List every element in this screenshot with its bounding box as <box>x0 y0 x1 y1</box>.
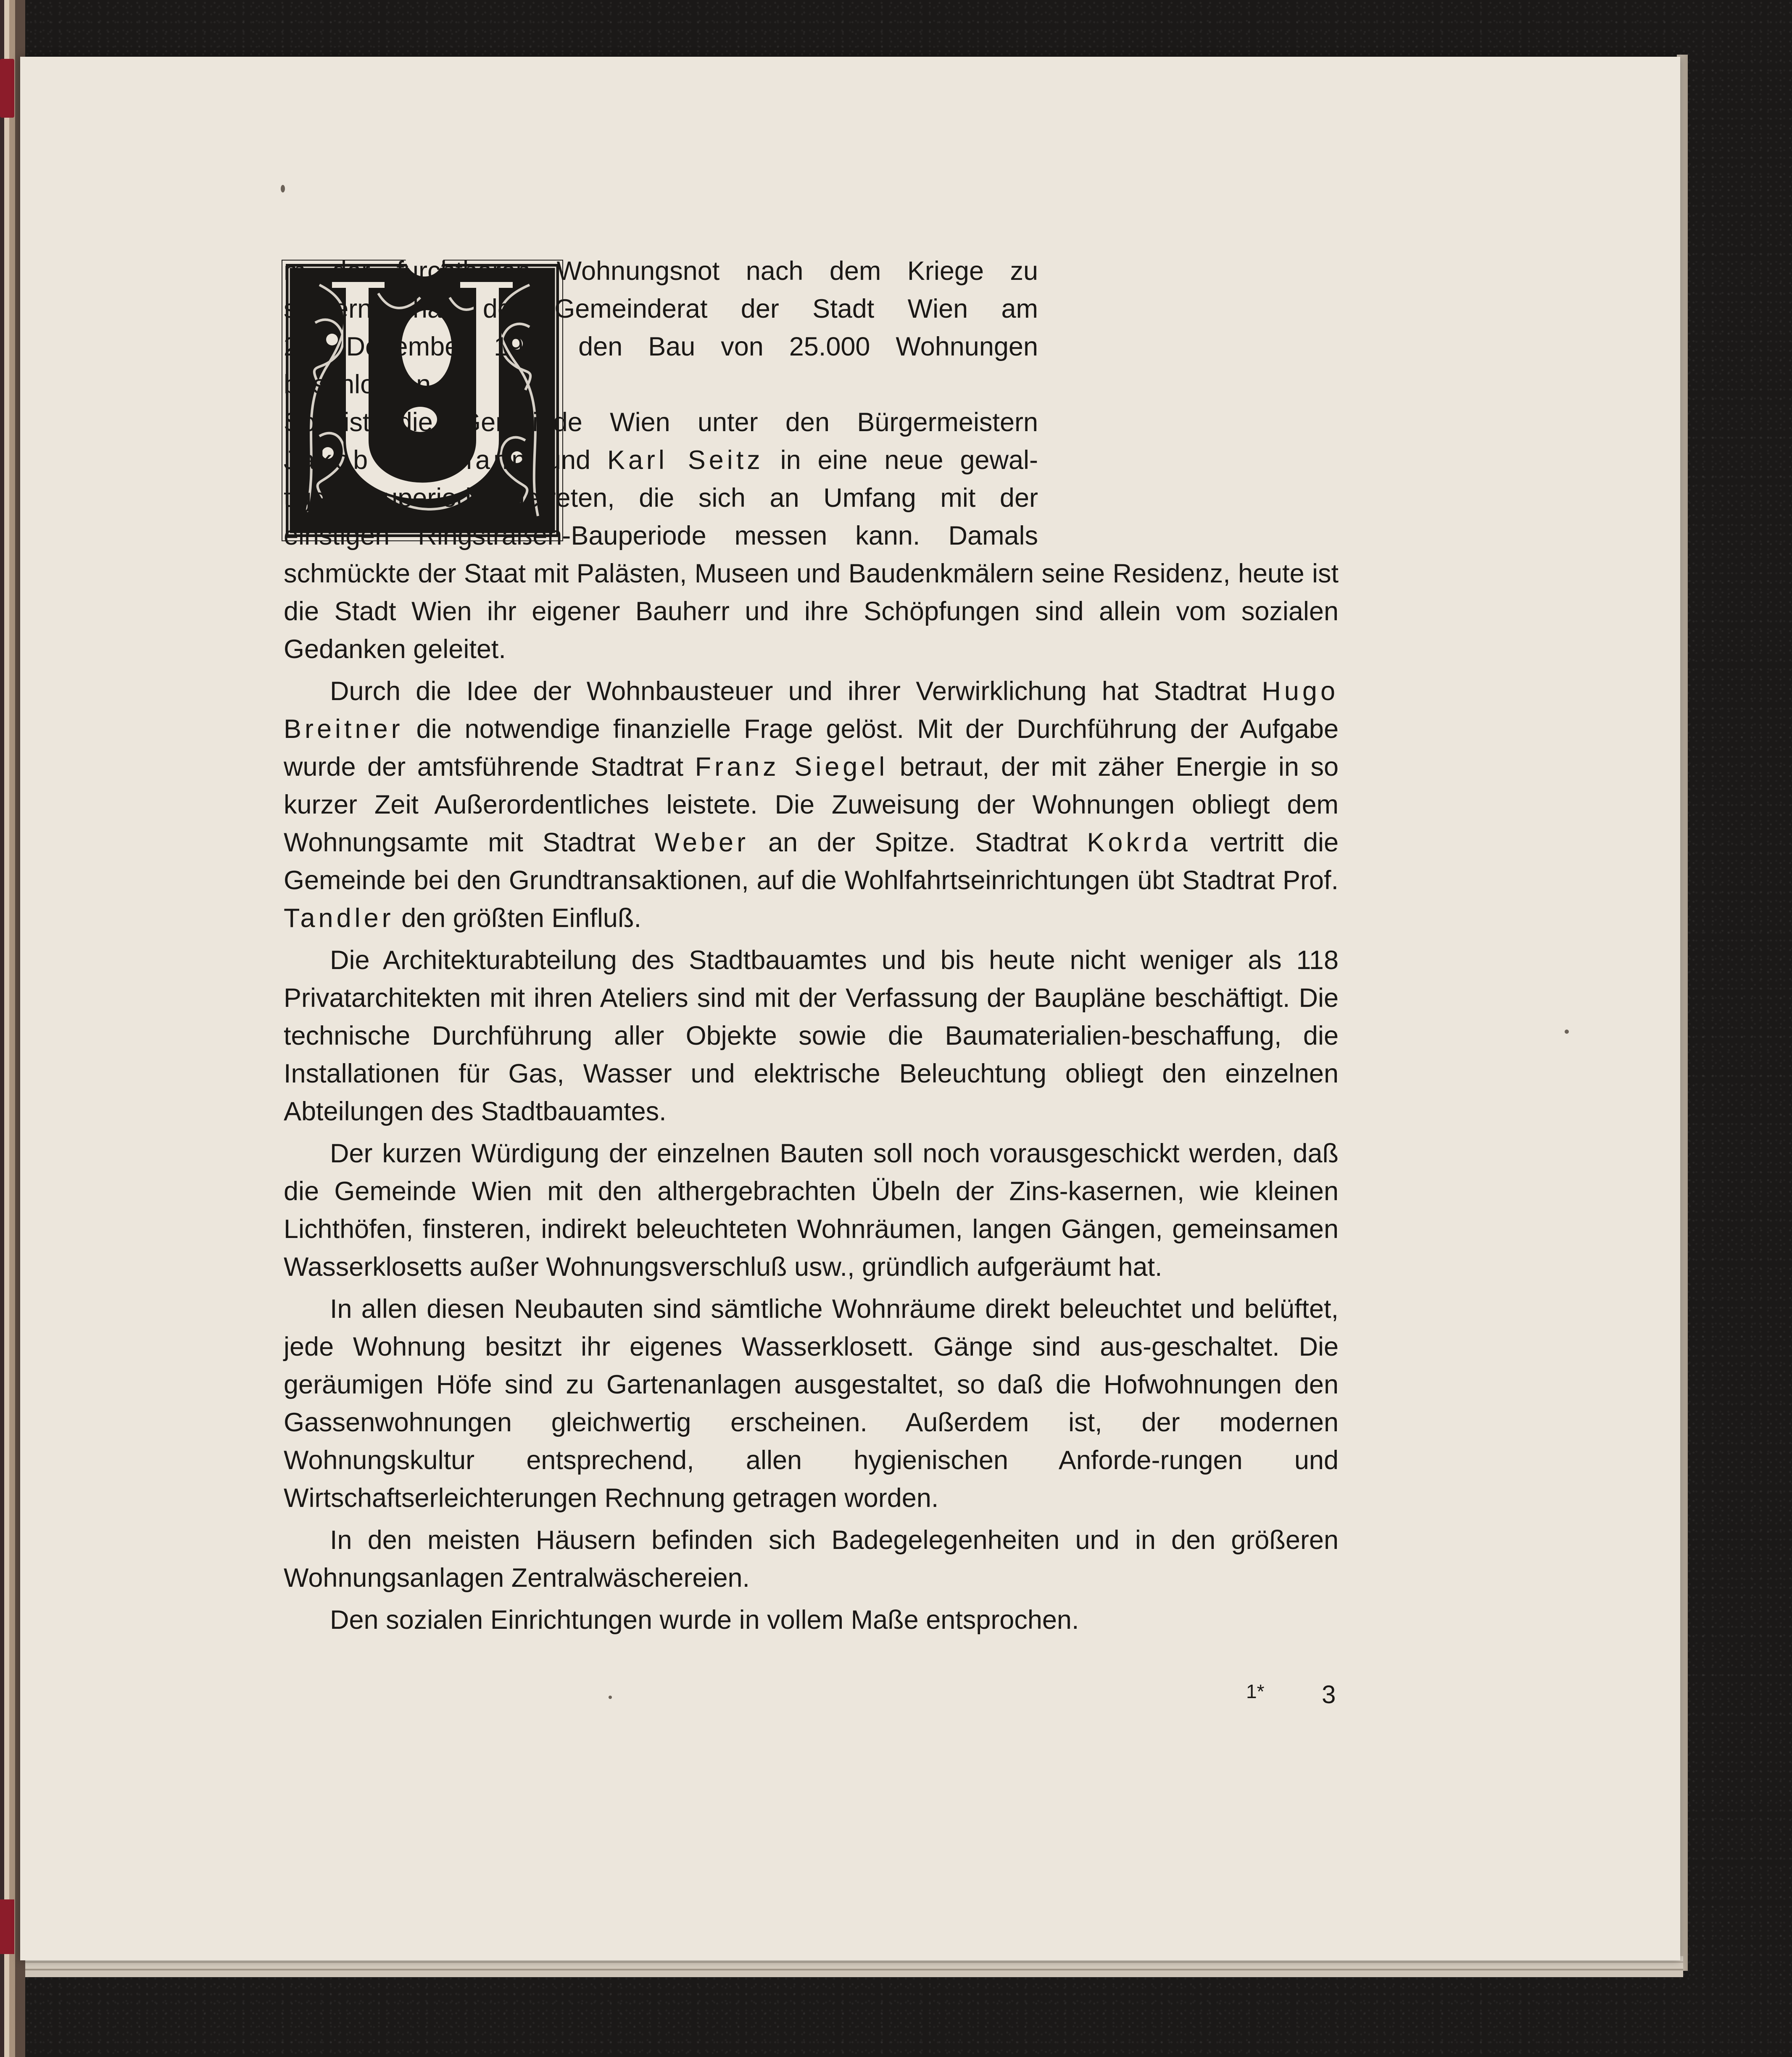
paper-speck <box>281 185 285 192</box>
red-cover-corner-top <box>0 59 14 118</box>
text-fragment: Durch die Idee der Wohnbausteuer und ihrer Verwirklichung hat Stadtrat <box>330 677 1262 706</box>
paragraph-social: Den sozialen Einrichtungen wurde in vollem Maße entsprochen. <box>330 1605 1079 1635</box>
mayor-name-reumann: Jakob Reumann <box>284 445 530 475</box>
name-kokrda: Kokrda <box>1087 828 1191 857</box>
paragraph-breitner <box>284 672 1339 937</box>
text-fragment: vertritt die Gemeinde bei den Grundtransaktionen, auf die Wohlfahrtseinrichtungen übt Stadtrat Prof. <box>284 828 1339 895</box>
paragraph-buildings: Der kurzen Würdigung der einzelnen Bauten soll noch vorausgeschickt werden, daß die Gemeinde Wien mit den althergebrachten Übeln der Zins-kasernen, wie kleinen Lichthöfen, finsteren, indirekt beleuchteten Wohnräumen, langen Gängen, gemeinsamen Wasserklosetts außer Wohnungsverschluß usw., gründlich aufgeräumt hat. <box>284 1139 1339 1282</box>
name-siegel: Franz Siegel <box>695 752 888 782</box>
paper-speck <box>1565 1030 1569 1034</box>
para2-line-1: So ist die Gemeinde Wien unter den Bürgermeistern <box>284 408 1038 437</box>
main-text <box>284 252 1339 1639</box>
intro-line-2: steuern, hat der Gemeinderat der Stadt Wien am <box>284 294 1038 324</box>
para2-line-3: tige Bauperiode getreten, die sich an Umfang mit der <box>284 483 1038 513</box>
page-number: 3 <box>1322 1680 1336 1709</box>
mayor-name-seitz: Karl Seitz <box>607 445 764 475</box>
paper-speck <box>609 1696 612 1699</box>
name-weber: Weber <box>654 828 749 857</box>
signature-mark: 1* <box>1246 1680 1265 1702</box>
text-fragment: an der Spitze. Stadtrat <box>749 828 1087 857</box>
name-tandler: Tandler <box>284 903 394 933</box>
text-fragment: die notwendige finanzielle Frage gelöst. Mit der Durchführung der Aufgabe wurde der amtsführende Stadtrat <box>284 714 1339 782</box>
text-fragment: betraut, der mit zäher Energie in so kurzer Zeit Außerordentliches leistete. Die Zuweisung der Wohnungen obliegt dem Wohnungsamte mit Stadtrat <box>284 752 1339 857</box>
paragraph-new-buildings: In allen diesen Neubauten sind sämtliche Wohnräume direkt beleuchtet und belüftet, jede Wohnung besitzt ihr eigenes Wasserklosett. Gänge sind aus-geschaltet. Die geräumigen Höfe sind zu Gartenanlagen ausgestaltet, so daß die Hofwohnungen den Gassenwohnungen gleichwertig erscheinen. Außerdem ist, der modernen Wohnungskultur entsprechend, allen hygienischen Anforde-rungen und Wirtschaftserleichterungen Rechnung getragen worden. <box>284 1294 1339 1513</box>
text-fragment: und <box>530 445 607 475</box>
intro-line-3: 21. Dezember 1923 den Bau von 25.000 Wohnungen <box>284 332 1038 361</box>
para2-line-2 <box>284 441 1038 479</box>
para2-rest: schmückte der Staat mit Palästen, Museen und Baudenkmälern seine Residenz, heute ist die Stadt Wien ihr eigener Bauherr und ihre Schöpfungen sind allein vom sozialen Gedanken geleitet. <box>284 559 1339 664</box>
name-breitner: Hugo Breitner <box>284 677 1339 744</box>
red-cover-corner-bottom <box>0 1899 14 1954</box>
text-fragment: den größten Einfluß. <box>394 903 641 933</box>
paragraph-bathing: In den meisten Häusern befinden sich Badegelegenheiten und in den größeren Wohnungsanlagen Zentralwäschereien. <box>284 1525 1339 1593</box>
para2-line-4: einstigen Ringstraßen-Bauperiode messen kann. Damals <box>284 521 1038 550</box>
intro-line-4: beschlossen. <box>284 370 438 399</box>
paragraph-architecture: Die Architekturabteilung des Stadtbauamtes und bis heute nicht weniger als 118 Privatarchitekten mit ihren Ateliers sind mit der Verfassung der Baupläne beschäftigt. Die technische Durchführung aller Objekte sowie die Baumaterialien-beschaffung, die Installationen für Gas, Wasser und elektrische Beleuchtung obliegt den einzelnen Abteilungen des Stadtbauamtes. <box>284 946 1339 1126</box>
intro-line-1: m der furchtbaren Wohnungsnot nach dem Kriege zu <box>284 256 1038 286</box>
text-fragment: in eine neue gewal- <box>763 445 1038 475</box>
